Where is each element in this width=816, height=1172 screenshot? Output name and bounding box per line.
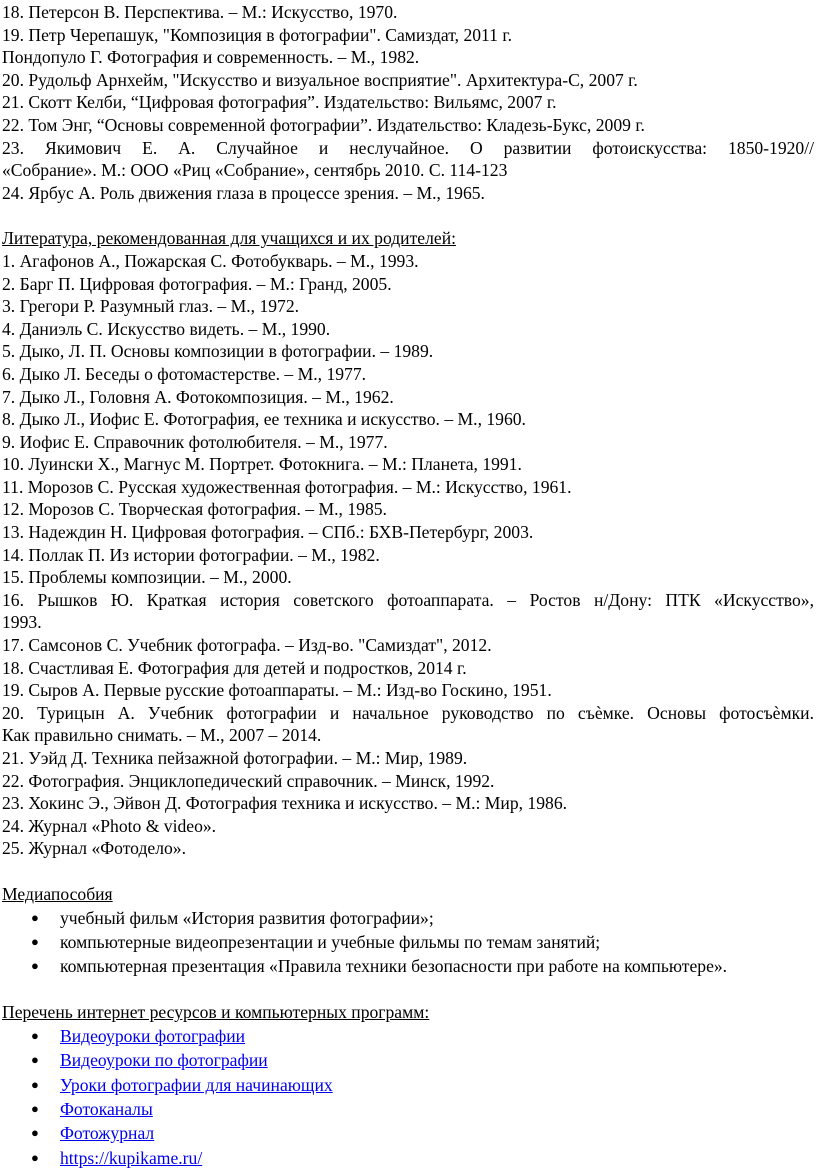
literature-item: 19. Сыров А. Первые русские фотоаппараты. – М.: Изд-во Госкино, 1951. [2, 680, 552, 701]
literature-item: 4. Даниэль С. Искусство видеть. – М., 1990. [2, 318, 331, 339]
literature-item: 2. Барг П. Цифровая фотография. – М.: Гранд, 2005. [2, 273, 392, 294]
spacer [2, 978, 814, 1001]
literature-item: 17. Самсонов С. Учебник фотографа. – Изд-во. "Самиздат", 2012. [2, 635, 492, 656]
literature-item: 18. Счастливая Е. Фотография для детей и подростков, 2014 г. [2, 657, 467, 678]
bullet-icon: ● [31, 909, 39, 925]
bullet-icon: ● [31, 1125, 39, 1141]
resource-item [2, 1097, 814, 1121]
reference-item: 23. Якимович Е. А. Случайное и неслучайное. О развитии фотоискусства: 1850-1920// [2, 137, 814, 158]
literature-item: 13. Надеждин Н. Цифровая фотография. – СПб.: БХВ-Петербург, 2003. [2, 522, 534, 543]
spacer [2, 204, 814, 227]
reference-item: «Собрание». М.: ООО «Риц «Собрание», сентябрь 2010. С. 114-123 [2, 160, 508, 181]
literature-item: 15. Проблемы композиции. – М., 2000. [2, 567, 292, 588]
reference-item: 20. Рудольф Арнхейм, "Искусство и визуальное восприятие". Архитектура-С, 2007 г. [2, 69, 638, 90]
literature-item: 8. Дыко Л., Иофис Е. Фотография, ее техника и искусство. – М., 1960. [2, 409, 526, 430]
media-section [2, 883, 814, 978]
literature-item: 21. Уэйд Д. Техника пейзажной фотографии. – М.: Мир, 1989. [2, 748, 468, 768]
media-heading: Медиапособия [2, 883, 113, 904]
references-continued [2, 1, 814, 204]
resource-item [2, 1048, 814, 1072]
media-item-text: компьютерные видеопрезентации и учебные фильмы по темам занятий; [60, 931, 601, 952]
reference-item: 19. Петр Черепашук, "Композиция в фотографии". Самиздат, 2011 г. [2, 24, 513, 45]
literature-item: 6. Дыко Л. Беседы о фотомастерстве. – М., 1977. [2, 363, 367, 384]
literature-item-continuation: 1993. [2, 612, 42, 633]
literature-item: 25. Журнал «Фотодело». [2, 838, 186, 859]
media-item [2, 954, 814, 978]
literature-item: 12. Морозов С. Творческая фотография. – М., 1985. [2, 499, 387, 520]
bullet-icon: ● [31, 933, 39, 949]
literature-item: 24. Журнал «Photo & video». [2, 815, 217, 836]
internet-resources-list [2, 1024, 814, 1170]
resource-item [2, 1024, 814, 1048]
literature-item: 10. Луински Х., Магнус М. Портрет. Фотокнига. – М.: Планета, 1991. [2, 454, 522, 475]
literature-item: 9. Иофис Е. Справочник фотолюбителя. – М., 1977. [2, 431, 388, 452]
media-item-text: учебный фильм «История развития фотографии»; [60, 907, 434, 928]
internet-resources-section [2, 1001, 814, 1169]
media-list [2, 906, 814, 979]
bullet-icon: ● [31, 1149, 39, 1165]
student-literature-section [2, 227, 814, 860]
literature-item: 11. Морозов С. Русская художественная фотография. – М.: Искусство, 1961. [2, 476, 572, 497]
resource-link-video-lessons[interactable]: Видеоуроки фотографии [60, 1026, 246, 1047]
media-item [2, 930, 814, 954]
literature-item: 3. Грегори Р. Разумный глаз. – М., 1972. [2, 296, 300, 317]
reference-item: 24. Ярбус А. Роль движения глаза в процессе зрения. – М., 1965. [2, 182, 485, 203]
reference-item: 22. Том Энг, “Основы современной фотографии”. Издательство: Кладезь-Букс, 2009 г. [2, 114, 645, 135]
resource-link-video-lessons-photo[interactable]: Видеоуроки по фотографии [60, 1050, 268, 1071]
literature-item: 1. Агафонов А., Пожарская С. Фотобукварь. – М., 1993. [2, 250, 419, 271]
bullet-icon: ● [31, 1100, 39, 1116]
resource-link-kupikame[interactable]: https://kupikame.ru/ [60, 1147, 203, 1168]
resource-item [2, 1073, 814, 1097]
reference-item: 21. Скотт Келби, “Цифровая фотография”. Издательство: Вильямс, 2007 г. [2, 92, 557, 113]
bullet-icon: ● [31, 1076, 39, 1092]
media-item-text: компьютерная презентация «Правила техники безопасности при работе на компьютере». [60, 956, 728, 977]
literature-item: 23. Хокинс Э., Эйвон Д. Фотография техника и искусство. – М.: Мир, 1986. [2, 793, 568, 814]
literature-item-continuation: Как правильно снимать. – М., 2007 – 2014. [2, 725, 322, 746]
spacer [2, 860, 814, 883]
resource-link-beginner-lessons[interactable]: Уроки фотографии для начинающих [60, 1074, 333, 1095]
resource-link-photo-journal[interactable]: Фотожурнал [60, 1123, 155, 1144]
literature-item: 14. Поллак П. Из истории фотографии. – М., 1982. [2, 544, 380, 565]
reference-item: Пондопуло Г. Фотография и современность. – М., 1982. [2, 47, 420, 68]
bullet-icon: ● [31, 1052, 39, 1068]
bullet-icon: ● [31, 1028, 39, 1044]
internet-resources-heading: Перечень интернет ресурсов и компьютерных программ: [2, 1002, 430, 1023]
reference-item: 18. Петерсон В. Перспектива. – М.: Искусство, 1970. [2, 2, 398, 22]
literature-item: 5. Дыко, Л. П. Основы композиции в фотографии. – 1989. [2, 341, 434, 362]
student-literature-heading: Литература, рекомендованная для учащихся и их родителей: [2, 228, 456, 249]
literature-item: 22. Фотография. Энциклопедический справочник. – Минск, 1992. [2, 770, 495, 791]
literature-item: 20. Турицын А. Учебник фотографии и начальное руководство по съѐмке. Основы фотосъѐмки. [2, 702, 814, 723]
literature-item: 16. Рышков Ю. Краткая история советского фотоаппарата. – Ростов н/Дону: ПТК «Искусство», [2, 589, 814, 610]
resource-item [2, 1121, 814, 1145]
literature-item: 7. Дыко Л., Головня А. Фотокомпозиция. – М., 1962. [2, 386, 394, 407]
bullet-icon: ● [31, 958, 39, 974]
resource-link-photo-channels[interactable]: Фотоканалы [60, 1098, 153, 1119]
resource-item [2, 1146, 814, 1170]
media-item [2, 906, 814, 930]
